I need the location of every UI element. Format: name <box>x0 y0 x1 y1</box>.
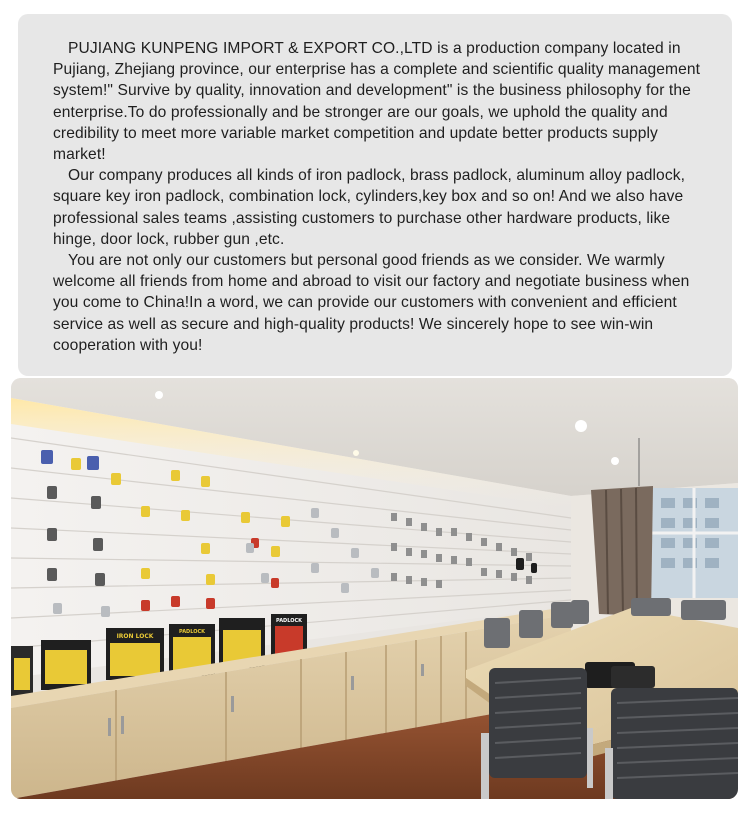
ceiling-light <box>353 450 359 456</box>
company-intro-card <box>18 14 732 376</box>
ceiling-light <box>155 391 163 399</box>
display-board-label-2: PADLOCK <box>178 629 206 635</box>
ceiling-light <box>611 457 619 465</box>
display-board-iron-lock-2 <box>106 628 164 680</box>
display-board-label-3: PADLOCK <box>275 618 303 624</box>
display-board-left <box>11 646 33 696</box>
display-board-iron-lock <box>41 640 91 690</box>
intro-paragraph-1: PUJIANG KUNPENG IMPORT & EXPORT CO.,LTD is a production company located in Pujiang, Zhejiang province, our enterprise has a complete and scientific quality management system!" Survive by quality, innovation and development" is the business philosophy for the enterprise.To do professionally and be stronger are our goals, we uphold the quality and credibility to meet more variable market competition and update better products supply market! <box>53 40 701 164</box>
chair-front-2 <box>605 688 738 799</box>
intro-paragraph-3: You are not only our customers but personal good friends as we consider. We warmly welcome all friends from home and abroad to visit our factory and negotiate business when you come to China!In a word, we can provide our customers with convenient and efficient service as well as secure and high-quality products! We sincerely hope to see win-win cooperation with you! <box>53 252 690 354</box>
showroom-illustration <box>11 378 738 799</box>
intro-paragraph-2: Our company produces all kinds of iron padlock, brass padlock, aluminum alloy padlock, square key iron padlock, combination lock, cylinders,key box and so on! And we also have professional sales teams ,assisting customers to purchase other hardware products, like hinge, door lock, rubber gun ,etc. <box>53 167 686 248</box>
showroom-photo <box>11 378 738 799</box>
ceiling-light <box>575 420 587 432</box>
display-board-label-1: IRON LOCK <box>116 633 154 640</box>
